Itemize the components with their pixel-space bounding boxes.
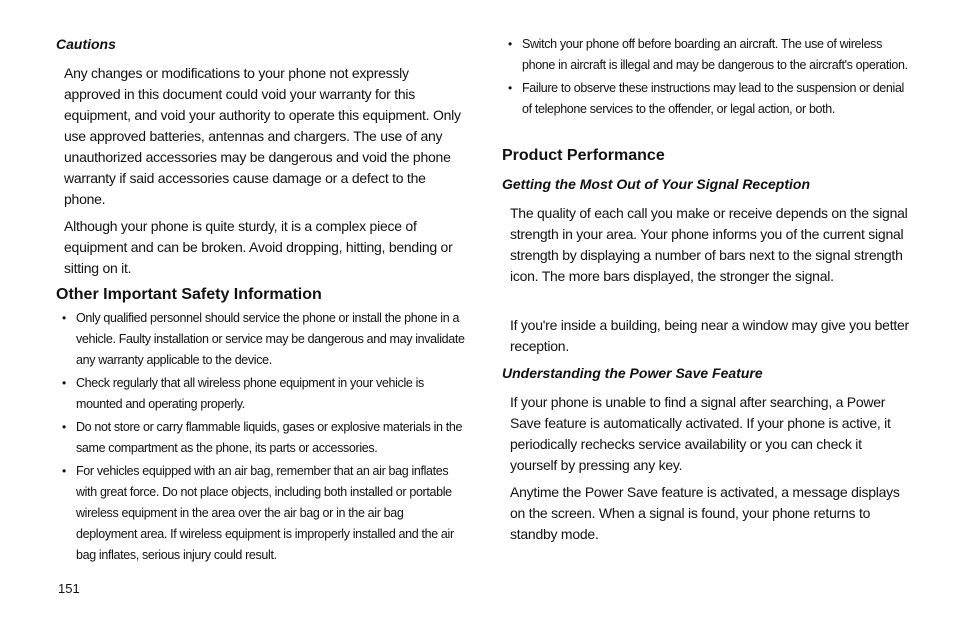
safety-bullet — [56, 461, 466, 566]
aircraft-bullet — [502, 34, 912, 76]
bullet-text: Check regularly that all wireless phone equipment in your vehicle is mounted and operating properly. — [76, 376, 424, 411]
power-heading: Understanding the Power Save Feature — [502, 365, 763, 381]
signal-paragraph-1: The quality of each call you make or receive depends on the signal strength in your area. Your phone informs you of the current signal strength by displaying a number of bars next to the signal strength icon. The more bars displayed, the stronger the signal. — [510, 205, 908, 284]
signal-heading: Getting the Most Out of Your Signal Reception — [502, 176, 810, 192]
bullet-icon: • — [62, 464, 66, 478]
safety-heading: Other Important Safety Information — [56, 286, 322, 303]
bullet-icon: • — [508, 37, 512, 51]
bullet-icon: • — [62, 311, 66, 325]
page-number: 151 — [58, 581, 80, 596]
bullet-text: Switch your phone off before boarding an aircraft. The use of wireless phone in aircraft is illegal and may be dangerous to the aircraft's operation. — [522, 37, 908, 72]
cautions-paragraph-2: Although your phone is quite sturdy, it is a complex piece of equipment and can be broken. Avoid dropping, hitting, bending or sitting on it. — [64, 218, 453, 276]
signal-paragraph-2: If you're inside a building, being near a window may give you better reception. — [510, 317, 909, 354]
safety-bullet-list — [56, 308, 466, 566]
aircraft-bullet — [502, 78, 912, 120]
bullet-icon: • — [62, 376, 66, 390]
power-paragraph-1: If your phone is unable to find a signal after searching, a Power Save feature is automatically activated. If your phone is active, it periodically rechecks service availability or you can check it yourself by pressing any key. — [510, 394, 891, 473]
cautions-heading: Cautions — [56, 36, 116, 52]
safety-bullet — [56, 417, 466, 459]
cautions-paragraph-1: Any changes or modifications to your phone not expressly approved in this document could void your warranty for this equipment, and void your authority to operate this equipment. Only use approved batteries, antennas and chargers. The use of any unauthorized accessories may be dangerous and void the phone warranty if said accessories cause damage or a defect to the phone. — [64, 65, 461, 207]
bullet-icon: • — [62, 420, 66, 434]
safety-bullet — [56, 308, 466, 371]
bullet-text: Only qualified personnel should service the phone or install the phone in a vehicle. Faulty installation or service may be dangerous and may invalidate any warranty applicable to the device. — [76, 311, 465, 367]
performance-heading: Product Performance — [502, 147, 665, 164]
bullet-text: Failure to observe these instructions may lead to the suspension or denial of telephone services to the offender, or legal action, or both. — [522, 81, 904, 116]
bullet-text: Do not store or carry flammable liquids, gases or explosive materials in the same compartment as the phone, its parts or accessories. — [76, 420, 463, 455]
bullet-icon: • — [508, 81, 512, 95]
safety-bullet — [56, 373, 466, 415]
bullet-text: For vehicles equipped with an air bag, remember that an air bag inflates with great force. Do not place objects, including both installed or portable wireless equipment in the area over the air bag or in the air bag deployment area. If wireless equipment is improperly installed and the air bag inflates, serious injury could result. — [76, 464, 454, 562]
aircraft-bullet-list — [502, 34, 912, 120]
power-paragraph-2: Anytime the Power Save feature is activated, a message displays on the screen. When a signal is found, your phone returns to standby mode. — [510, 484, 900, 542]
